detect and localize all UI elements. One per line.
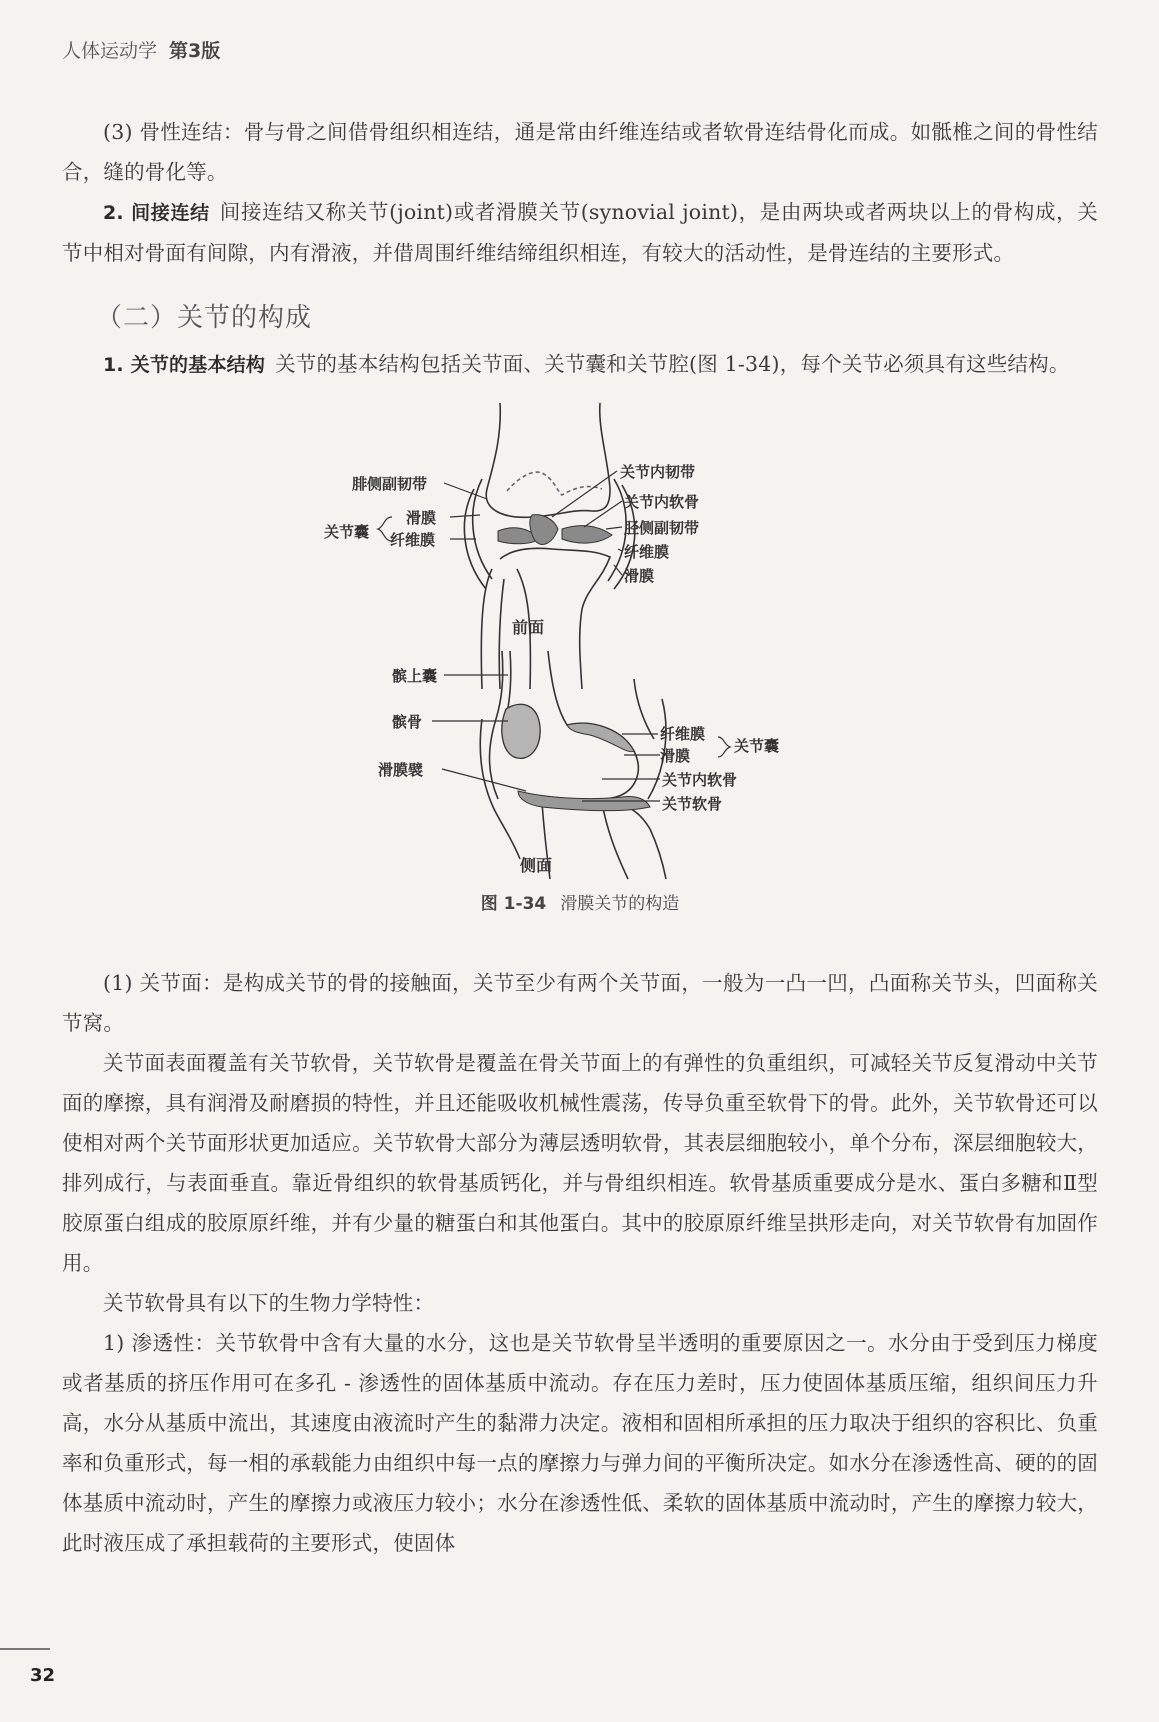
section-heading: （二）关节的构成	[96, 303, 313, 333]
label-synovial-fold: 滑膜襞	[378, 761, 424, 779]
paragraph-articular-surface: (1) 关节面：是构成关节的骨的接触面，关节至少有两个关节面，一般为一凸一凹，凸面称关节头，凹面称关节窝。	[62, 971, 1098, 1035]
label-intra-articular-cartilage-front: 关节内软骨	[624, 493, 700, 511]
book-title: 人体运动学	[62, 40, 158, 62]
basic-structure-text: 关节的基本结构包括关节面、关节囊和关节腔(图 1-34)，每个关节必须具有这些结构。	[275, 352, 1070, 376]
front-view-title: 前面	[512, 618, 545, 637]
label-patella: 髌骨	[392, 713, 423, 731]
label-synovium-front-right: 滑膜	[624, 567, 655, 585]
side-view-title: 侧面	[520, 856, 553, 875]
paragraph-indirect-joint	[62, 192, 1098, 273]
label-synovium-side: 滑膜	[660, 747, 691, 765]
paragraph-articular-cartilage: 关节面表面覆盖有关节软骨，关节软骨是覆盖在骨关节面上的有弹性的负重组织，可减轻关节反复滑动中关节面的摩擦，具有润滑及耐磨损的特性，并且还能吸收机械性震荡，传导负重至软骨下的骨。此外，关节软骨还可以使相对两个关节面形状更加适应。关节软骨大部分为薄层透明软骨，其表层细胞较小，单个分布，深层细胞较大，排列成行，与表面垂直。靠近骨组织的软骨基质钙化，并与骨组织相连。软骨基质重要成分是水、蛋白多糖和Ⅱ型胶原蛋白组成的胶原原纤维，并有少量的糖蛋白和其他蛋白。其中的胶原原纤维呈拱形走向，对关节软骨有加固作用。	[62, 1051, 1098, 1275]
label-joint-capsule-side: 关节囊	[734, 737, 780, 755]
figure-caption	[62, 889, 1098, 914]
figure-caption-text: 滑膜关节的构造	[560, 894, 680, 914]
indirect-joint-lead: 2. 间接连结	[103, 202, 210, 224]
label-intra-articular-ligament: 关节内韧带	[620, 463, 696, 481]
label-fibrous-membrane-front-right: 纤维膜	[624, 543, 670, 561]
indirect-joint-text: 间接连结又称关节(joint)或者滑膜关节(synovial joint)，是由两块或者两块以上的骨构成，关节中相对骨面有间隙，内有滑液，并借周围纤维结缔组织相连，有较大的活动性，是骨连结的主要形式。	[62, 200, 1098, 265]
figure-synovial-joint	[62, 399, 1098, 963]
paragraph-permeability: 1) 渗透性：关节软骨中含有大量的水分，这也是关节软骨呈半透明的重要原因之一。水分由于受到压力梯度或者基质的挤压作用可在多孔 - 渗透性的固体基质中流动。存在压力差时，压力使固体基质压缩，组织间压力升高，水分从基质中流出，其速度由液流时产生的黏滞力决定。液相和固相所承担的压力取决于组织的容积比、负重率和负重形式，每一相的承载能力由组织中每一点的摩擦力与弹力间的平衡所决定。如水分在渗透性高、硬的的固体基质中流动时，产生的摩擦力或液压力较小；水分在渗透性低、柔软的固体基质中流动时，产生的摩擦力较大，此时液压成了承担载荷的主要形式，使固体	[62, 1331, 1098, 1555]
label-fibular-collateral-ligament: 腓侧副韧带	[352, 475, 428, 493]
label-tibial-collateral-ligament: 胫侧副韧带	[624, 519, 700, 537]
label-suprapatellar-bursa: 髌上囊	[392, 667, 438, 685]
page-number: 32	[30, 1665, 56, 1686]
footer-rule	[0, 1648, 50, 1650]
label-intra-articular-cartilage-side: 关节内软骨	[662, 771, 738, 789]
basic-structure-lead: 1. 关节的基本结构	[103, 354, 266, 376]
paragraph-basic-structure	[62, 344, 1098, 385]
paragraph-biomechanics-intro: 关节软骨具有以下的生物力学特性：	[103, 1291, 435, 1315]
label-joint-capsule-front: 关节囊	[324, 523, 370, 541]
paragraph-bony-union: (3) 骨性连结：骨与骨之间借骨组织相连结，通是常由纤维连结或者软骨连结骨化而成。如骶椎之间的骨性结合，缝的骨化等。	[62, 120, 1098, 184]
running-header	[62, 36, 220, 63]
edition-label: 第3版	[169, 40, 221, 62]
label-articular-cartilage: 关节软骨	[662, 795, 723, 813]
label-fibrous-membrane-side: 纤维膜	[660, 725, 706, 743]
figure-number: 图 1-34	[480, 894, 547, 914]
label-fibrous-membrane-front-left: 纤维膜	[390, 531, 436, 549]
knee-joint-illustration	[62, 399, 1098, 963]
label-synovium-front-left: 滑膜	[406, 509, 437, 527]
page-body	[62, 112, 1098, 1563]
